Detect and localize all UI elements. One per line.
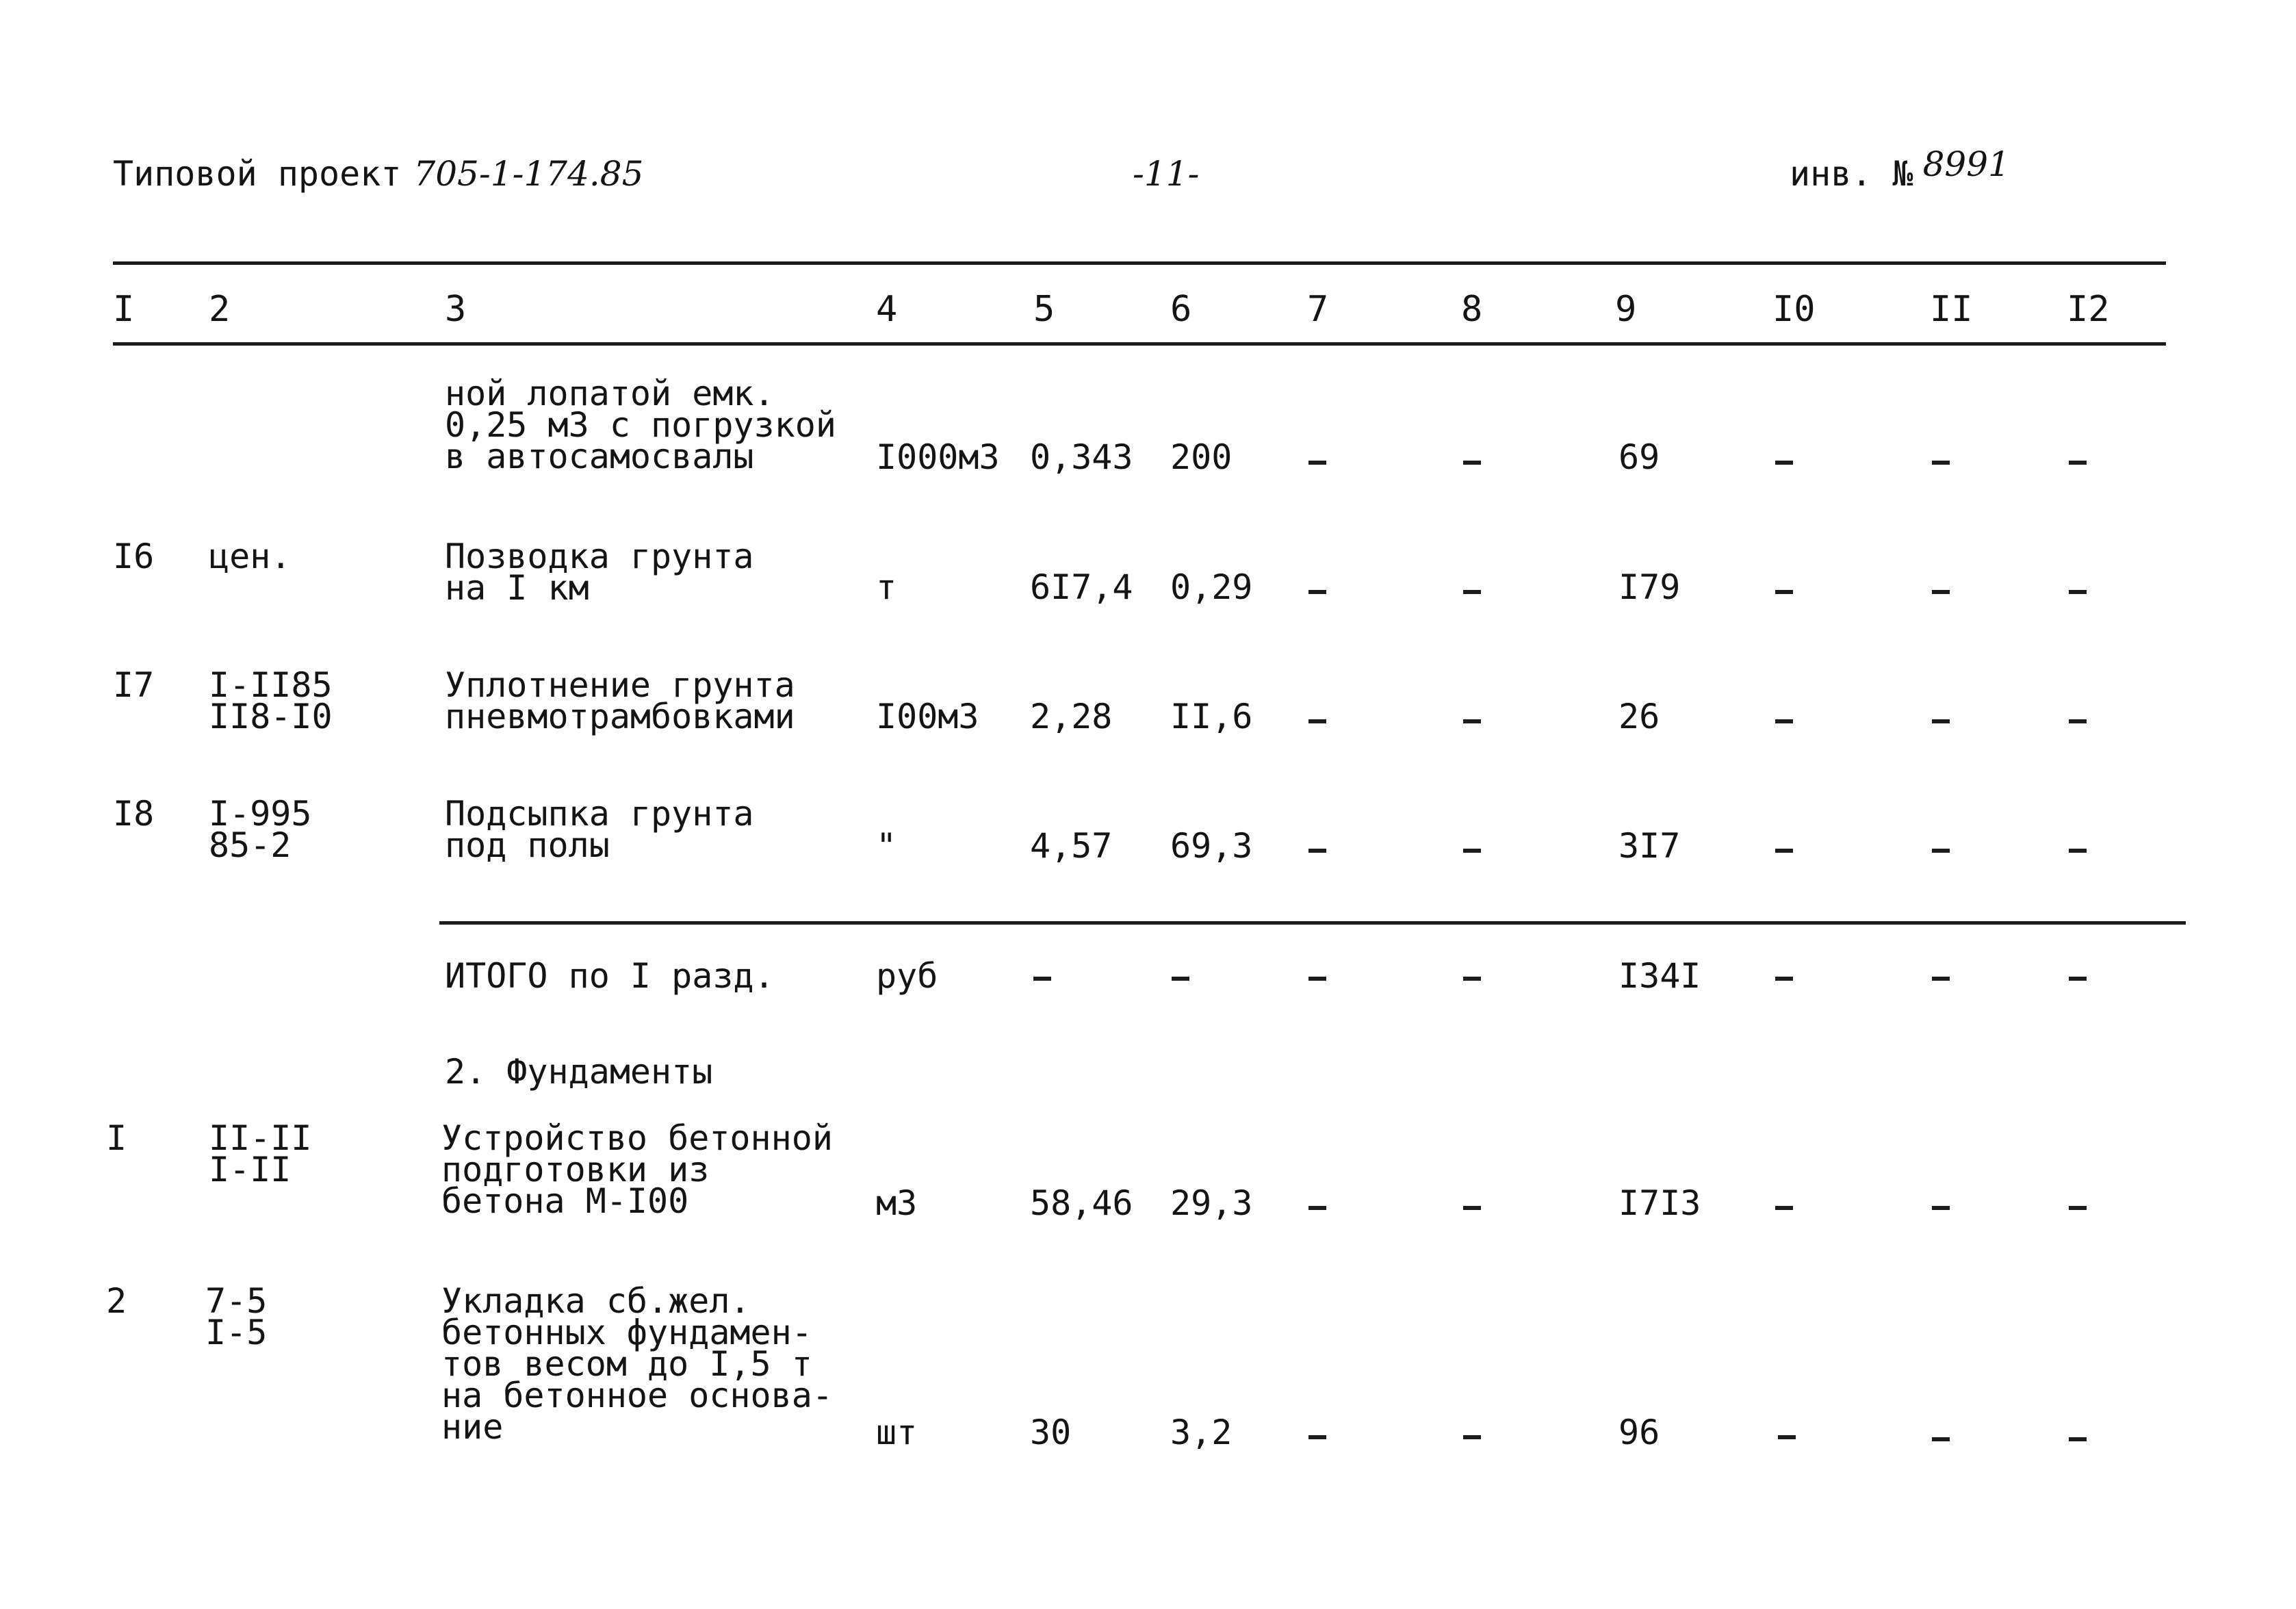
row-quantity: 58,46 [1030, 1183, 1133, 1223]
column-number: 6 [1170, 289, 1192, 330]
row-unit: м3 [876, 1183, 918, 1223]
row-quantity: 6I7,4 [1030, 567, 1133, 607]
column-number: I0 [1772, 289, 1816, 330]
dash-mark [1463, 461, 1481, 465]
dash-mark [1932, 590, 1950, 594]
row-number: I [106, 1118, 127, 1158]
row-unit: " [876, 826, 897, 866]
dash-mark [1932, 849, 1950, 853]
dash-mark [1463, 719, 1481, 723]
dash-mark [2069, 719, 2087, 723]
dash-mark [1463, 590, 1481, 594]
row-quantity: 30 [1030, 1413, 1072, 1452]
row-total: I7I3 [1618, 1183, 1701, 1223]
subtotal-total: I34I [1618, 956, 1701, 996]
dash-mark [2069, 849, 2087, 853]
dash-mark [2069, 977, 2087, 981]
dash-mark [1172, 977, 1189, 981]
subtotal-label: ИТОГО по I разд. [445, 956, 775, 996]
project-label: Типовой проект [113, 154, 402, 194]
dash-mark [1775, 461, 1793, 465]
row-total: 26 [1618, 697, 1660, 736]
row-quantity: 4,57 [1030, 826, 1113, 866]
column-number: 2 [209, 289, 231, 330]
row-description: Укладка сб.жел. бетонных фундамен- тов весом до I,5 т на бетонное основа- ние [441, 1281, 833, 1447]
dash-mark [1775, 719, 1793, 723]
column-number: I2 [2067, 289, 2110, 330]
dash-mark [2069, 461, 2087, 465]
row-description: ной лопатой емк. 0,25 м3 с погрузкой в автосамосвалы [445, 374, 836, 476]
dash-mark [1775, 849, 1793, 853]
row-price: 3,2 [1170, 1413, 1233, 1452]
project-number: 705-1-174.85 [413, 154, 644, 194]
row-code: 7-5 I-5 [205, 1281, 268, 1352]
dash-mark [1463, 1206, 1481, 1210]
inventory-label: инв. № [1790, 154, 1913, 194]
column-number: 4 [876, 289, 898, 330]
row-unit: I00м3 [876, 697, 979, 736]
dash-mark [1308, 1206, 1326, 1210]
inventory-number: 8991 [1922, 144, 2010, 184]
row-unit: I000м3 [876, 437, 1000, 477]
dash-mark [1308, 1435, 1326, 1439]
page-number: -11- [1133, 154, 1200, 194]
table-top-rule [113, 261, 2166, 265]
row-number: I6 [113, 537, 155, 576]
row-unit: шт [876, 1413, 918, 1452]
dash-mark [1463, 977, 1481, 981]
row-description: Позводка грунта на I км [445, 537, 754, 608]
column-header-rule [113, 342, 2166, 346]
row-total: 69 [1618, 437, 1660, 477]
dash-mark [2069, 590, 2087, 594]
column-number: 3 [445, 289, 467, 330]
dash-mark [1308, 977, 1326, 981]
dash-mark [1775, 977, 1793, 981]
row-price: II,6 [1170, 697, 1253, 736]
dash-mark [2069, 1437, 2087, 1441]
column-number: 8 [1461, 289, 1483, 330]
subtotal-rule [439, 921, 2186, 925]
dash-mark [2069, 1206, 2087, 1210]
dash-mark [1463, 1435, 1481, 1439]
dash-mark [1932, 719, 1950, 723]
inventory-header [1790, 144, 2010, 194]
dash-mark [1932, 461, 1950, 465]
row-code: цен. [209, 537, 292, 576]
column-number: 9 [1615, 289, 1637, 330]
row-number: I8 [113, 794, 155, 834]
column-number: II [1930, 289, 1973, 330]
row-quantity: 0,343 [1030, 437, 1133, 477]
row-number: 2 [106, 1281, 127, 1321]
dash-mark [1775, 590, 1793, 594]
row-number: I7 [113, 665, 155, 705]
row-price: 69,3 [1170, 826, 1253, 866]
dash-mark [1463, 849, 1481, 853]
subtotal-unit: руб [876, 956, 938, 996]
dash-mark [1308, 590, 1326, 594]
row-total: 96 [1618, 1413, 1660, 1452]
dash-mark [1308, 719, 1326, 723]
column-number: I [113, 289, 135, 330]
dash-mark [1932, 1437, 1950, 1441]
row-code: I-II85 II8-I0 [209, 665, 333, 736]
dash-mark [1778, 1435, 1796, 1439]
row-price: 200 [1170, 437, 1233, 477]
row-description: Подсыпка грунта под полы [445, 794, 754, 865]
dash-mark [1932, 1206, 1950, 1210]
dash-mark [1308, 461, 1326, 465]
row-code: II-II I-II [209, 1118, 312, 1189]
row-total: 3I7 [1618, 826, 1681, 866]
dash-mark [1033, 977, 1051, 981]
row-quantity: 2,28 [1030, 697, 1113, 736]
row-description: Устройство бетонной подготовки из бетона М-I00 [441, 1118, 833, 1221]
row-code: I-995 85-2 [209, 794, 312, 865]
section-title: 2. Фундаменты [445, 1052, 713, 1092]
column-number: 5 [1033, 289, 1055, 330]
row-price: 29,3 [1170, 1183, 1253, 1223]
row-description: Уплотнение грунта пневмотрамбовками [445, 665, 795, 736]
row-unit: т [876, 567, 897, 607]
dash-mark [1932, 977, 1950, 981]
project-header [113, 154, 643, 194]
row-total: I79 [1618, 567, 1681, 607]
row-price: 0,29 [1170, 567, 1253, 607]
column-number: 7 [1307, 289, 1329, 330]
dash-mark [1308, 849, 1326, 853]
dash-mark [1775, 1206, 1793, 1210]
